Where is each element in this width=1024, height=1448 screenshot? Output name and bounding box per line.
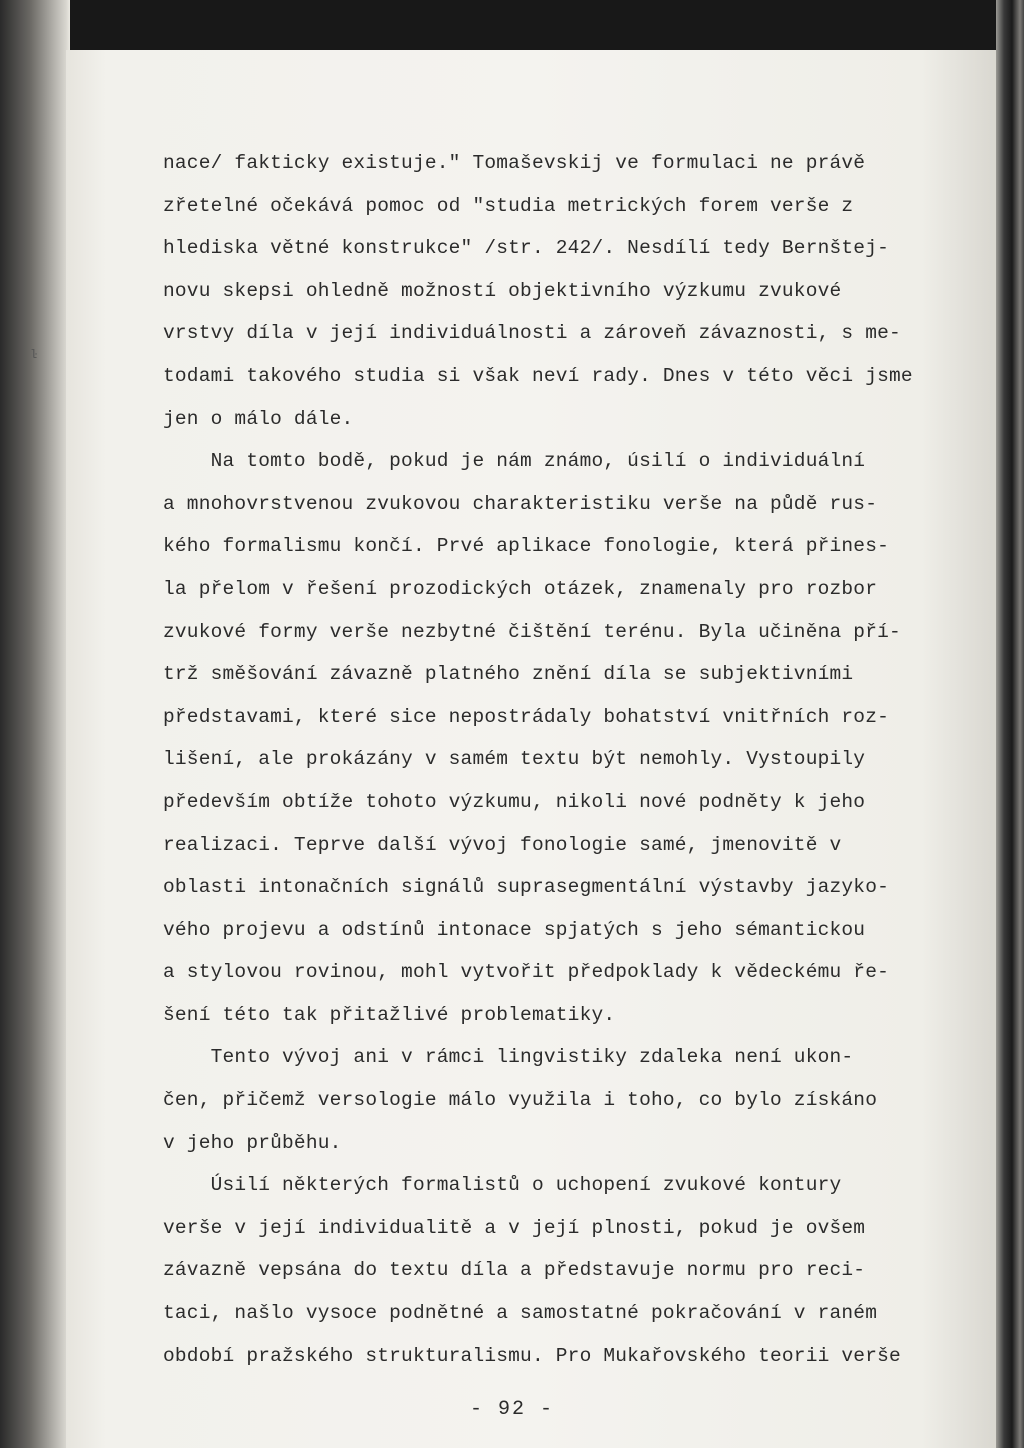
- text-line: představami, které sice nepostrádaly bohatství vnitřních roz-: [163, 705, 890, 728]
- text-line: taci, našlo vysoce podnětné a samostatné pokračování v raném: [163, 1302, 878, 1325]
- body-text: [163, 150, 938, 1385]
- text-line: především obtíže tohoto výzkumu, nikoli nové podněty k jeho: [163, 790, 866, 813]
- text-line: novu skepsi ohledně možností objektivního výzkumu zvukové: [163, 279, 842, 302]
- text-line: vého projevu a odstínů intonace spjatých s jeho sémantickou: [163, 918, 866, 941]
- text-line: kého formalismu končí. Prvé aplikace fonologie, která přines-: [163, 535, 890, 558]
- text-line: závazně vepsána do textu díla a představuje normu pro reci-: [163, 1259, 866, 1282]
- text-line: oblasti intonačních signálů suprasegmentální výstavby jazyko-: [163, 876, 890, 899]
- text-line: období pražského strukturalismu. Pro Mukařovského teorii verše: [163, 1344, 901, 1367]
- left-page-edge: [0, 0, 70, 1448]
- text-line: realizaci. Teprve další vývoj fonologie samé, jmenovitě v: [163, 833, 842, 856]
- text-line: hlediska větné konstrukce" /str. 242/. Nesdílí tedy Bernštej-: [163, 237, 890, 260]
- text-line: vrstvy díla v její individuálnosti a zároveň závaznosti, s me-: [163, 322, 901, 345]
- text-line: jen o málo dále.: [163, 407, 354, 430]
- text-line: a stylovou rovinou, mohl vytvořit předpoklady k vědeckému ře-: [163, 961, 890, 984]
- text-line: Na tomto bodě, pokud je nám známo, úsilí o individuální: [163, 450, 866, 473]
- text-line: a mnohovrstvenou zvukovou charakteristiku verše na půdě rus-: [163, 492, 878, 515]
- scan-top-border: [0, 0, 1024, 50]
- text-line: Úsilí některých formalistů o uchopení zvukové kontury: [163, 1174, 842, 1197]
- text-line: lišení, ale prokázány v samém textu být nemohly. Vystoupily: [163, 748, 866, 771]
- right-page-edge: [996, 0, 1024, 1448]
- text-line: Tento vývoj ani v rámci lingvistiky zdaleka není ukon-: [163, 1046, 854, 1069]
- text-line: šení této tak přitažlivé problematiky.: [163, 1003, 616, 1026]
- text-line: čen, přičemž versologie málo využila i toho, co bylo získáno: [163, 1089, 878, 1112]
- text-line: zvukové formy verše nezbytné čištění terénu. Byla učiněna pří-: [163, 620, 901, 643]
- page-number: - 92 -: [469, 1398, 554, 1421]
- text-line: la přelom v řešení prozodických otázek, znamenaly pro rozbor: [163, 577, 878, 600]
- text-line: v jeho průběhu.: [163, 1131, 342, 1154]
- text-line: nace/ fakticky existuje." Tomaševskij ve formulaci ne právě: [163, 152, 866, 174]
- text-line: zřetelné očekává pomoc od "studia metrických forem verše z: [163, 194, 854, 217]
- text-line: verše v její individualitě a v její plnosti, pokud je ovšem: [163, 1216, 866, 1239]
- text-line: todami takového studia si však neví rady. Dnes v této věci jsme: [163, 364, 913, 387]
- text-line: trž směšování závazně platného znění díla se subjektivními: [163, 663, 854, 686]
- margin-mark: ŀ: [30, 348, 38, 362]
